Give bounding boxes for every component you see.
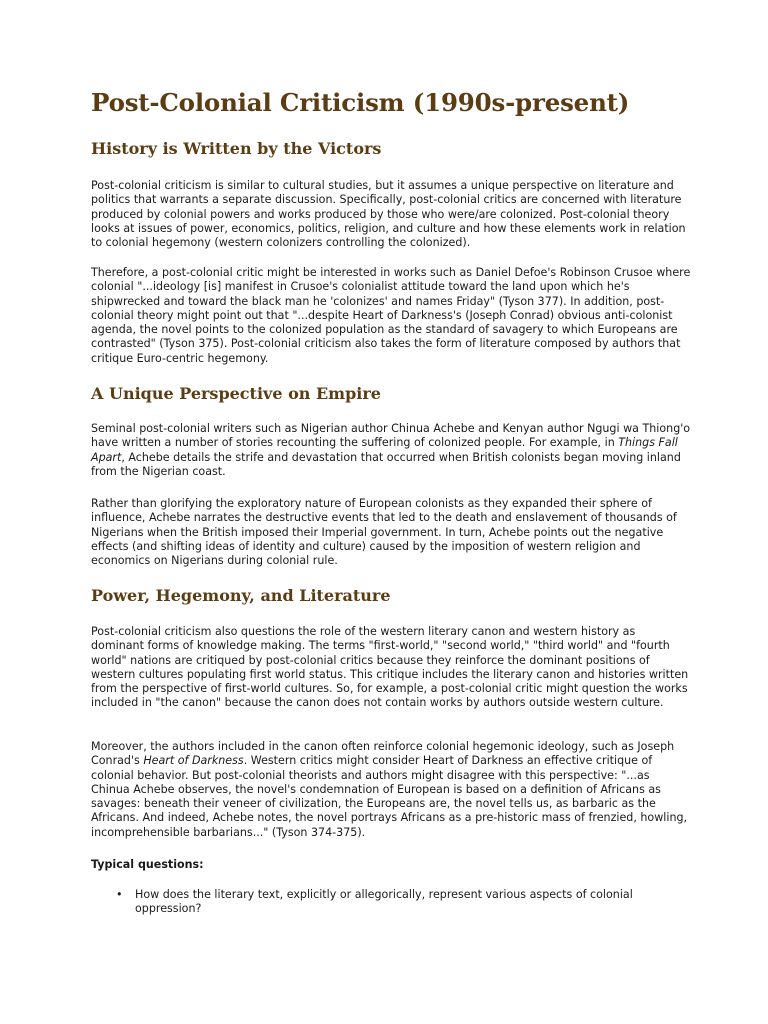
paragraph-power-2-text-a: Moreover, the authors included in the canon often reinforce colonial hegemonic ideology, such as Joseph Conrad's [91,740,675,768]
paragraph-empire-1-text-a: Seminal post-colonial writers such as Nigerian author Chinua Achebe and Kenyan author Ngugi wa Thiong'o have written a number of stories recounting the suffering of colonized people. For example, in [91,422,691,450]
paragraph-history-2: Therefore, a post-colonial critic might be interested in works such as Daniel Defoe's Robinson Crusoe where colonial "...ideology [is] manifest in Crusoe's colonialist attitude toward the land upon which he's shipwrecked and toward the black man he 'colonizes' and names Friday" (Tyson 377). In addition, post-colonial theory might point out that "...despite Heart of Darkness's (Joseph Conrad) obvious anti-colonist agenda, the novel points to the colonized population as the standard of savagery to which Europeans are contrasted" (Tyson 375). Post-colonial criticism also takes the form of literature composed by authors that critique Euro-centric hegemony. [91,266,691,365]
paragraph-empire-2: Rather than glorifying the exploratory nature of European colonists as they expanded their sphere of influence, Achebe narrates the destructive events that led to the death and enslavement of thousands of Nigerians when the British imposed their Imperial government. In turn, Achebe points out the negative effects (and shifting ideas of identity and culture) caused by the imposition of western religion and economics on Nigerians during colonial rule. [91,497,677,568]
paragraph-power-2 [91,740,691,840]
paragraph-power-1: Post-colonial criticism also questions the role of the western literary canon and western history as dominant forms of knowledge making. The terms "first-world," "second world," "third world" and "fourth world" nations are critiqued by post-colonial critics because they reinforce the dominant positions of western cultures populating first world status. This critique includes the literary canon and histories written from the perspective of first-world cultures. So, for example, a post-colonial critic might question the works included in "the canon" because the canon does not contain works by authors outside western culture. [91,625,689,710]
section-heading-history: History is Written by the Victors [91,139,382,158]
book-title-heart-of-darkness: Heart of Darkness [143,754,244,768]
question-text: How does the literary text, explicitly or allegorically, represent various aspects of colonial oppression? [135,888,633,916]
typical-questions-label: Typical questions: [91,858,204,871]
bullet-icon: • [116,888,123,901]
paragraph-power-2-text-b: . Western critics might consider Heart of Darkness an effective critique of colonial behavior. But post-colonial theorists and authors might disagree with this perspective: "...as Chinua Achebe observes, the novel's condemnation of European is based on a definition of Africans as savages: beneath their veneer of civilization, the Europeans are, the novel tells us, as barbaric as the Africans. And indeed, Achebe notes, the novel portrays Africans as a pre-historic mass of frenzied, howling, incomprehensible barbarians..." (Tyson 374-375). [91,754,688,839]
book-title-things-fall-apart: Things Fall Apart [91,436,678,464]
question-list [91,888,691,917]
page-title: Post-Colonial Criticism (1990s-present) [91,88,630,117]
paragraph-empire-1-text-b: , Achebe details the strife and devastation that occurred when British colonists began moving inland from the Nigerian coast. [91,450,681,478]
paragraph-empire-1 [91,422,691,479]
section-heading-power: Power, Hegemony, and Literature [91,586,391,605]
section-heading-empire: A Unique Perspective on Empire [91,384,381,403]
list-item [91,888,675,917]
paragraph-history-1: Post-colonial criticism is similar to cultural studies, but it assumes a unique perspective on literature and politics that warrants a separate discussion. Specifically, post-colonial critics are concerned with literature produced by colonial powers and works produced by those who were/are colonized. Post-colonial theory looks at issues of power, economics, politics, religion, and culture and how these elements work in relation to colonial hegemony (western colonizers controlling the colonized). [91,179,686,250]
